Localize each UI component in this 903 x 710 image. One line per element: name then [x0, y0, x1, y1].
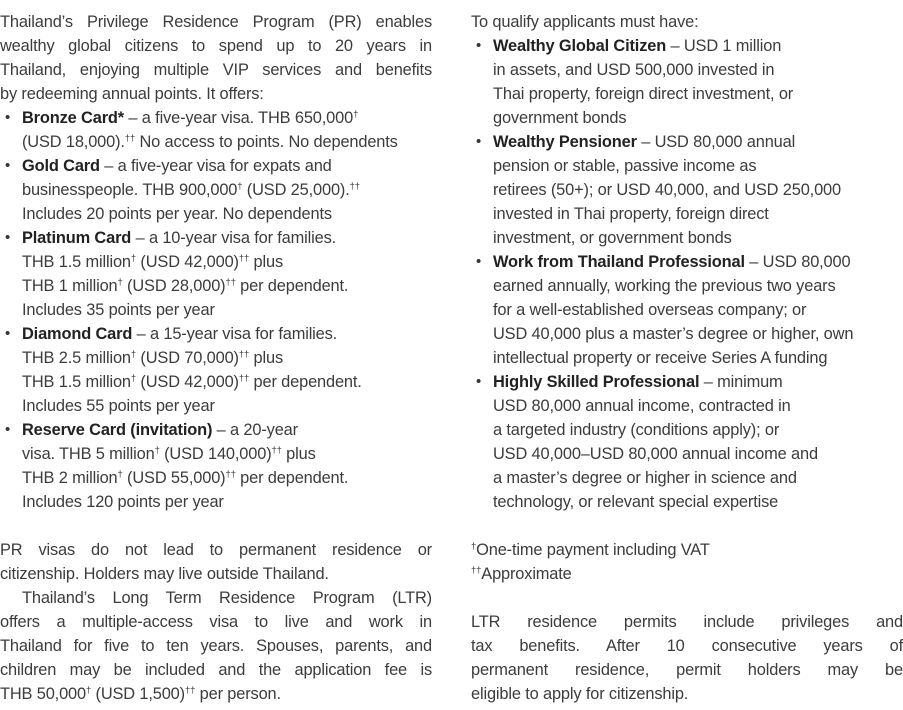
- bullet-item-line: [0, 130, 432, 154]
- bullet-item-text: (USD 18,000).†† No access to points. No dependents: [22, 133, 398, 151]
- bullet-item-name: Wealthy Pensioner: [493, 133, 637, 151]
- dagger-mark: †: [471, 541, 477, 552]
- bullet-item-text: Includes 120 points per year: [22, 493, 224, 511]
- bullet-item-text: investment, or government bonds: [493, 229, 732, 247]
- bullet-item-line: [0, 346, 432, 370]
- bullet-item-line: [471, 82, 903, 106]
- bullet-item-text: retirees (50+); or USD 40,000, and USD 250,000: [493, 181, 841, 199]
- bullet-item-text: – USD 80,000 annual: [636, 133, 796, 151]
- bullet-item-line: [0, 442, 432, 466]
- dagger-mark: ††: [471, 565, 482, 576]
- bullet-item-line: [471, 106, 903, 130]
- bullet-item-line: [471, 226, 903, 250]
- bullet-item-line: [0, 178, 432, 202]
- bullet-item-text: Includes 20 points per year. No dependents: [22, 205, 332, 223]
- bullet-item-text: invested in Thai property, foreign direct: [493, 205, 769, 223]
- dagger-mark: †: [130, 373, 137, 384]
- bullet-item-text: for a well-established overseas company; or: [493, 301, 807, 319]
- bullet-item-line: [471, 322, 903, 346]
- bullet-item-line: [471, 202, 903, 226]
- bullet-item-text: Thai property, foreign direct investment, or: [493, 85, 794, 103]
- bullet-item-line: [471, 298, 903, 322]
- dagger-mark: ††: [238, 373, 250, 384]
- pr-note-paragraph-line: PR visas do not lead to permanent residence or: [0, 541, 432, 559]
- bullet-item-text: THB 2 million† (USD 55,000)†† per dependent.: [22, 469, 349, 487]
- dagger-mark: †: [154, 445, 160, 456]
- bullet-icon: •: [5, 421, 11, 438]
- ltr-note-paragraph-line: LTR residence permits include privileges and: [471, 613, 903, 631]
- bullet-item-line: [471, 58, 903, 82]
- bullet-item-text: THB 1.5 million† (USD 42,000)†† plus: [22, 253, 283, 271]
- bullet-item-line: [0, 322, 432, 346]
- pr-note-paragraph-line: citizenship. Holders may live outside Thailand.: [0, 565, 329, 583]
- bullet-item-line: [471, 274, 903, 298]
- bullet-item-line: [0, 250, 432, 274]
- bullet-item-text: government bonds: [493, 109, 627, 127]
- bullet-item-line: [0, 106, 432, 130]
- bullet-item-text: earned annually, working the previous two years: [493, 277, 836, 295]
- dagger-mark: ††: [238, 349, 250, 360]
- bullet-icon: •: [476, 253, 482, 270]
- bullet-item-line: [471, 466, 903, 490]
- dagger-mark: ††: [238, 253, 250, 264]
- ltr-intro-paragraph-line: Thailand for five to ten years. Spouses, parents, and: [0, 637, 432, 655]
- bullet-item-text: USD 40,000–USD 80,000 annual income and: [493, 445, 818, 463]
- intro-paragraph-line: Thailand, enjoying multiple VIP services and benefits: [0, 61, 432, 79]
- dagger-mark: ††: [349, 181, 360, 192]
- bullet-item-text: THB 1 million† (USD 28,000)†† per dependent.: [22, 277, 349, 295]
- bullet-item-text: – USD 80,000: [744, 253, 851, 271]
- bullet-icon: •: [476, 37, 482, 54]
- bullet-item-line: [471, 250, 903, 274]
- dagger-mark: †: [237, 181, 243, 192]
- bullet-item-line: [471, 442, 903, 466]
- bullet-item-line: [0, 298, 432, 322]
- intro-paragraph-line: wealthy global citizens to spend up to 20 years in: [0, 37, 432, 55]
- ltr-note-paragraph-line: eligible to apply for citizenship.: [471, 685, 689, 703]
- bullet-item-text: – a 20-year: [212, 421, 298, 439]
- bullet-item-text: a targeted industry (conditions apply); or: [493, 421, 780, 439]
- bullet-icon: •: [476, 373, 482, 390]
- bullet-item-text: visa. THB 5 million† (USD 140,000)†† plus: [22, 445, 316, 463]
- bullet-icon: •: [476, 133, 482, 150]
- bullet-item-line: [471, 130, 903, 154]
- bullet-item-text: pension or stable, passive income as: [493, 157, 757, 175]
- dagger-mark: ††: [225, 469, 236, 480]
- bullet-item-line: [0, 154, 432, 178]
- ltr-intro-paragraph-line: children may be included and the application fee is: [0, 661, 432, 679]
- bullet-item-text: USD 80,000 annual income, contracted in: [493, 397, 791, 415]
- bullet-item-line: [471, 346, 903, 370]
- bullet-item-line: [0, 418, 432, 442]
- bullet-item-text: technology, or relevant special expertise: [493, 493, 779, 511]
- bullet-item-text: THB 1.5 million† (USD 42,000)†† per dependent.: [22, 373, 362, 391]
- blank-line: [471, 514, 903, 538]
- bullet-item-name: Gold Card: [22, 157, 100, 175]
- bullet-item-text: – a five-year visa for expats and: [99, 157, 332, 175]
- dagger-mark: ††: [271, 445, 282, 456]
- bullet-item-line: [0, 490, 432, 514]
- bullet-item-text: businesspeople. THB 900,000† (USD 25,000).††: [22, 181, 360, 199]
- bullet-item-text: – minimum: [699, 373, 783, 391]
- dagger-mark: ††: [184, 685, 196, 696]
- bullet-icon: •: [5, 325, 11, 342]
- bullet-item-text: in assets, and USD 500,000 invested in: [493, 61, 775, 79]
- bullet-item-line: [471, 154, 903, 178]
- dagger-mark: †: [117, 469, 123, 480]
- dagger-mark: ††: [225, 277, 236, 288]
- bullet-item-line: [0, 226, 432, 250]
- bullet-item-text: Includes 35 points per year: [22, 301, 215, 319]
- dagger-mark: †: [117, 277, 123, 288]
- footnote-line: †One-time payment including VAT: [471, 541, 710, 559]
- bullet-item-line: [0, 466, 432, 490]
- bullet-item-name: Bronze Card*: [22, 109, 125, 127]
- bullet-icon: •: [5, 229, 11, 246]
- bullet-item-line: [471, 418, 903, 442]
- dagger-mark: †: [130, 253, 137, 264]
- bullet-item-name: Reserve Card (invitation): [22, 421, 213, 439]
- qualify-heading-line: To qualify applicants must have:: [471, 13, 699, 31]
- bullet-item-line: [0, 274, 432, 298]
- bullet-item-name: Platinum Card: [22, 229, 132, 247]
- bullet-item-line: [471, 394, 903, 418]
- dagger-mark: †: [130, 349, 137, 360]
- ltr-note-paragraph-line: permanent residence, permit holders may be: [471, 661, 903, 679]
- left-column: [0, 10, 432, 706]
- dagger-mark: †: [85, 685, 92, 696]
- intro-paragraph-line: Thailand’s Privilege Residence Program (PR) enables: [0, 13, 432, 31]
- bullet-icon: •: [5, 157, 11, 174]
- bullet-item-line: [471, 34, 903, 58]
- bullet-item-line: [0, 202, 432, 226]
- bullet-item-text: USD 40,000 plus a master’s degree or higher, own: [493, 325, 854, 343]
- bullet-item-line: [471, 370, 903, 394]
- bullet-item-line: [471, 490, 903, 514]
- bullet-item-name: Wealthy Global Citizen: [493, 37, 667, 55]
- bullet-item-text: – a 15-year visa for families.: [132, 325, 338, 343]
- bullet-item-line: [0, 370, 432, 394]
- bullet-item-line: [0, 394, 432, 418]
- bullet-item-name: Diamond Card: [22, 325, 133, 343]
- dagger-mark: †: [353, 109, 359, 120]
- blank-line: [471, 586, 903, 610]
- bullet-item-text: – USD 1 million: [666, 37, 782, 55]
- bullet-item-text: – a five-year visa. THB 650,000†: [124, 109, 359, 127]
- ltr-intro-paragraph-line: THB 50,000† (USD 1,500)†† per person.: [0, 685, 281, 703]
- right-column: [471, 10, 903, 706]
- ltr-note-paragraph-line: tax benefits. After 10 consecutive years of: [471, 637, 903, 655]
- dagger-mark: ††: [124, 133, 136, 144]
- bullet-item-text: – a 10-year visa for families.: [131, 229, 337, 247]
- bullet-item-text: a master’s degree or higher in science and: [493, 469, 797, 487]
- footnote-line: ††Approximate: [471, 565, 572, 583]
- bullet-item-name: Highly Skilled Professional: [493, 373, 700, 391]
- bullet-item-text: intellectual property or receive Series A funding: [493, 349, 828, 367]
- ltr-intro-paragraph-line: Thailand’s Long Term Residence Program (LTR): [22, 589, 432, 607]
- bullet-item-name: Work from Thailand Professional: [493, 253, 745, 271]
- bullet-item-text: THB 2.5 million† (USD 70,000)†† plus: [22, 349, 283, 367]
- intro-paragraph-line: by redeeming annual points. It offers:: [0, 85, 264, 103]
- bullet-item-line: [471, 178, 903, 202]
- ltr-intro-paragraph-line: offers a multiple-access visa to live and work in: [0, 613, 432, 631]
- blank-line: [0, 514, 432, 538]
- bullet-icon: •: [5, 109, 11, 126]
- bullet-item-text: Includes 55 points per year: [22, 397, 215, 415]
